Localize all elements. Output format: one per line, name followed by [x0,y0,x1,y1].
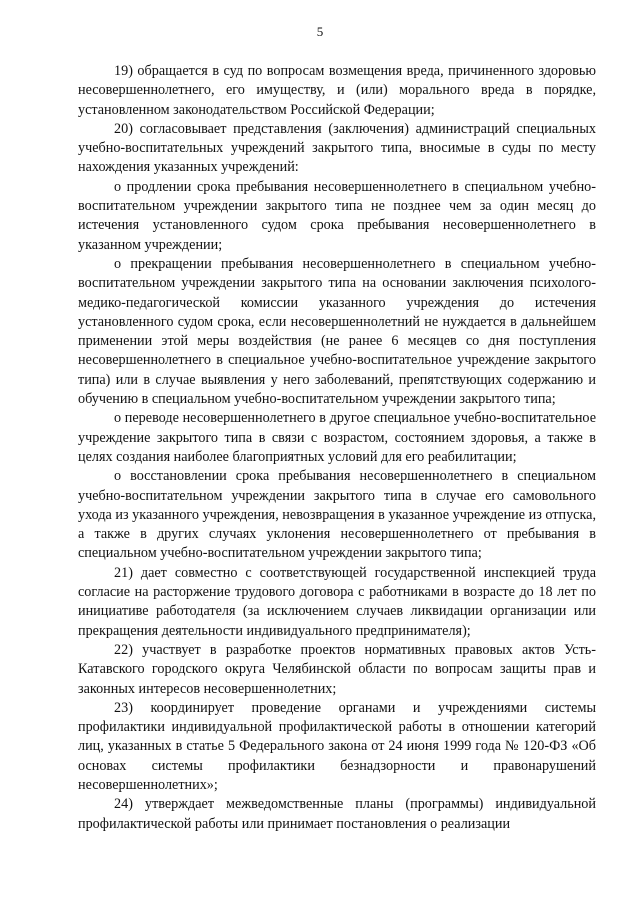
document-body [78,62,596,834]
paragraph-20-restoration: о восстановлении срока пребывания несовершеннолетнего в специальном учебно-воспитательном учреждении закрытого типа в случае его самовольного ухода из указанного учреждения, невозвращения в указанное учреждение из отпуска, а также в других случаях уклонения несовершеннолетнего от пребывания в специальном учебно-воспитательном учреждении закрытого типа; [78,468,596,562]
paragraph-19: 19) обращается в суд по вопросам возмещения вреда, причиненного здоровью несовершеннолетнего, его имуществу, и (или) морального вреда в порядке, установленном законодательством Российской Федерации; [78,63,596,118]
paragraph-24: 24) утверждает межведомственные планы (программы) индивидуальной профилактической работы или принимает постановления о реализации [78,796,596,832]
paragraph-20-transfer: о переводе несовершеннолетнего в другое специальное учебно-воспитательное учреждение закрытого типа в связи с возрастом, состоянием здоровья, а также в целях создания наиболее благоприятных условий для его реабилитации; [78,410,596,465]
paragraph-20-extension: о продлении срока пребывания несовершеннолетнего в специальном учебно-воспитательном учреждении закрытого типа не позднее чем за один месяц до истечения установленного судом срока пребывания несовершеннолетнего в указанном учреждении; [78,178,596,253]
page-number: 5 [316,24,324,39]
paragraph-22: 22) участвует в разработке проектов нормативных правовых актов Усть-Катавского городского округа Челябинской области по вопросам защиты прав и законных интересов несовершеннолетних; [78,641,596,697]
paragraph-23: 23) координирует проведение органами и учреждениями системы профилактики индивидуальной профилактической работы в отношении категорий лиц, указанных в статье 5 Федерального закона от 24 июня 1999 года № 120-ФЗ «Об основах системы профилактики безнадзорности и правонарушений несовершеннолетних»; [78,699,596,793]
paragraph-20-termination: о прекращении пребывания несовершеннолетнего в специальном учебно-воспитательном учреждении закрытого типа на основании заключения психолого-медико-педагогической комиссии указанного учреждения до истечения установленного судом срока, если несовершеннолетний не нуждается в дальнейшем применении этой меры воздействия (не ранее 6 месяцев со дня поступления несовершеннолетнего в специальное учебно-воспитательное учреждение закрытого типа) или в случае выявления у него заболеваний, препятствующих содержанию и обучению в специальном учебно-воспитательном учреждении закрытого типа; [78,255,596,408]
paragraph-20: 20) согласовывает представления (заключения) администраций специальных учебно-воспитательных учреждений закрытого типа, вносимые в суды по месту нахождения указанных учреждений: [78,120,596,176]
paragraph-21: 21) дает совместно с соответствующей государственной инспекцией труда согласие на расторжение трудового договора с работниками в возрасте до 18 лет по инициативе работодателя (за исключением случаев ликвидации организации или прекращения деятельности индивидуального предпринимателя); [78,564,596,639]
